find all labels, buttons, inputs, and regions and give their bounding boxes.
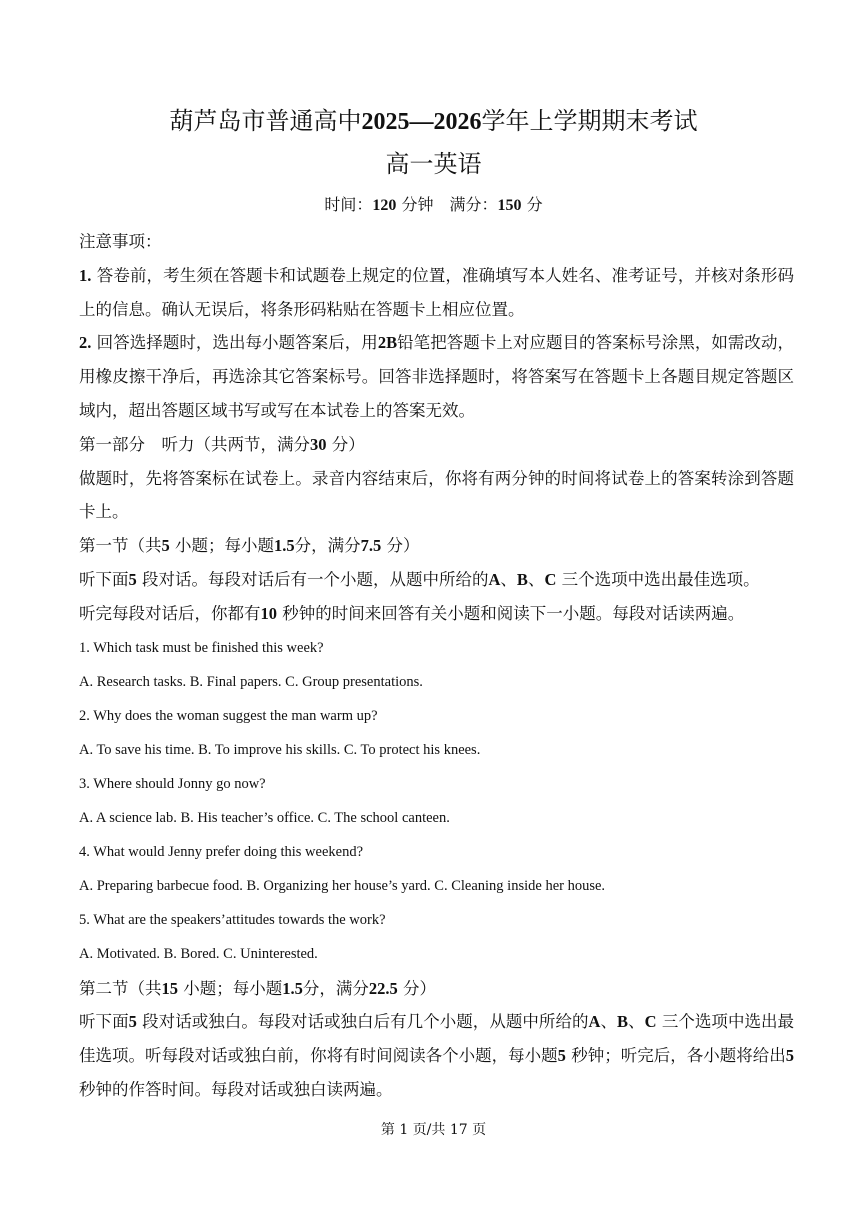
footer-text-a: 第: [380, 1122, 395, 1138]
exam-title: [0, 105, 867, 138]
section2-text-a: 听下面: [79, 1012, 129, 1032]
notice-item-2: [79, 326, 794, 427]
page-number: 1: [399, 1122, 409, 1138]
option-separator: 、: [600, 1012, 618, 1032]
option-separator: 、: [527, 569, 545, 589]
notice-item-1: [79, 259, 794, 327]
page-footer: [0, 1120, 867, 1140]
part1-score: 30: [310, 434, 327, 454]
section1-line1-n: 5: [128, 569, 137, 589]
part1-instruction: 做题时，先将答案标在试卷上。录音内容结束后，你将有两分钟的时间将试卷上的答案转涂到答题卡上。: [79, 468, 794, 522]
notice-item-2-text-b: 铅笔把答题卡上对应题目的答案标号涂黑，如需改动，用橡皮擦干净后，再选涂其它答案标号。回答非选择题时，将答案写在答题卡上各题目规定答题区域内，超出答题区域书写或写在本试卷上的答案无效。: [79, 333, 795, 420]
section1-heading-b: 小题；每小题: [175, 536, 274, 556]
section1-line1-a: 听下面: [79, 569, 129, 589]
section2-each: 1.5: [282, 978, 303, 998]
score-label: 满分：: [449, 195, 498, 214]
notice-item-1-number: 1.: [79, 265, 92, 285]
section2-heading-d: 分）: [403, 978, 436, 998]
section2-text-e: 秒钟的作答时间。每段对话或独白读两遍。: [79, 1079, 393, 1099]
section1-line2-n: 10: [260, 603, 277, 623]
section1-total: 7.5: [360, 536, 382, 556]
exam-content: [79, 225, 794, 1107]
page-total: 17: [449, 1122, 468, 1138]
section2-total: 22.5: [368, 978, 398, 998]
section2-n1: 5: [128, 1012, 137, 1032]
option-a-letter: A: [488, 569, 501, 589]
section1-instruction-2: [79, 597, 794, 631]
notice-item-2-number: 2.: [79, 333, 92, 353]
section1-line1-c: 三个选项中选出最佳选项。: [561, 569, 760, 589]
part1-heading-text: 第一部分 听力（共两节，满分: [79, 434, 310, 454]
score-value: 150: [497, 197, 522, 214]
section2-heading-a: 第二节（共: [79, 978, 162, 998]
title-years: 2025—2026: [361, 109, 482, 135]
option-b-letter: B: [617, 1012, 629, 1032]
score-unit: 分: [526, 195, 543, 214]
part1-heading-end: 分）: [331, 434, 365, 454]
exam-subject: 高一英语: [385, 150, 482, 178]
section2-heading-c: 分，满分: [302, 978, 369, 998]
time-value: 120: [372, 197, 397, 214]
title-prefix: 葫芦岛市普通高中: [169, 107, 362, 135]
section2-text-b: 段对话或独白。每段对话或独白后有几个小题，从题中所给的: [142, 1012, 589, 1032]
section1-each: 1.5: [274, 536, 295, 556]
time-label: 时间：: [324, 195, 373, 214]
question-1: 1. Which task must be finished this week?: [79, 639, 324, 656]
option-b-letter: B: [516, 569, 528, 589]
section2-instruction: [79, 1005, 794, 1106]
question-3-options: A. A science lab. B. His teacher’s office. C. The school canteen.: [79, 810, 450, 827]
question-2: 2. Why does the woman suggest the man warm up?: [79, 707, 378, 724]
section2-n3: 5: [785, 1046, 795, 1066]
section1-instruction-1: [79, 563, 794, 597]
footer-text-c: 页: [472, 1122, 487, 1138]
pencil-type: 2B: [377, 333, 398, 353]
title-suffix: 学年上学期期末考试: [481, 107, 698, 135]
question-4-options: A. Preparing barbecue food. B. Organizing her house’s yard. C. Cleaning inside her house.: [79, 878, 606, 895]
question-2-options: A. To save his time. B. To improve his skills. C. To protect his knees.: [79, 741, 481, 758]
notice-heading: 注意事项：: [79, 232, 162, 251]
option-c-letter: C: [544, 569, 557, 589]
question-5-options: A. Motivated. B. Bored. C. Uninterested.: [79, 946, 318, 963]
section2-text-c: 三个选项中选出最佳选项。听每段对话或独白前，你将有时间阅读各个小题，每小题: [79, 1012, 795, 1066]
exam-time-score: [0, 193, 867, 218]
section1-line1-b: 段对话。每段对话后有一个小题，从题中所给的: [142, 569, 489, 589]
option-separator: 、: [628, 1012, 645, 1032]
option-separator: 、: [500, 569, 517, 589]
time-unit: 分钟: [401, 195, 434, 214]
notice-item-2-text-a: 回答选择题时，选出每小题答案后，用: [96, 333, 378, 353]
part1-heading: [79, 428, 794, 462]
option-a-letter: A: [588, 1012, 601, 1032]
notice-item-1-text: 答卷前，考生须在答题卡和试题卷上规定的位置，准确填写本人姓名、准考证号，并核对条形码上的信息。确认无误后，将条形码粘贴在答题卡上相应位置。: [79, 265, 795, 319]
footer-text-b: 页/共: [412, 1122, 446, 1138]
section2-heading-b: 小题；每小题: [183, 978, 283, 998]
section1-line2-b: 秒钟的时间来回答有关小题和阅读下一小题。每段对话读两遍。: [282, 603, 745, 623]
section1-heading-d: 分）: [386, 536, 420, 556]
section1-heading-c: 分，满分: [294, 536, 361, 556]
section2-text-d: 秒钟；听完后，各小题将给出: [571, 1046, 786, 1066]
section2-heading: [79, 972, 794, 1006]
section1-line2-a: 听完每段对话后，你都有: [79, 603, 261, 623]
section1-heading: [79, 529, 794, 563]
section1-heading-a: 第一节（共: [79, 536, 162, 556]
question-1-options: A. Research tasks. B. Final papers. C. Group presentations.: [79, 673, 423, 690]
option-c-letter: C: [644, 1012, 657, 1032]
section2-count: 15: [161, 978, 178, 998]
question-4: 4. What would Jenny prefer doing this weekend?: [79, 844, 364, 861]
section2-n2: 5: [557, 1046, 566, 1066]
section1-count: 5: [161, 536, 170, 556]
question-5: 5. What are the speakers’attitudes towards the work?: [79, 912, 386, 929]
question-3: 3. Where should Jonny go now?: [79, 775, 266, 792]
